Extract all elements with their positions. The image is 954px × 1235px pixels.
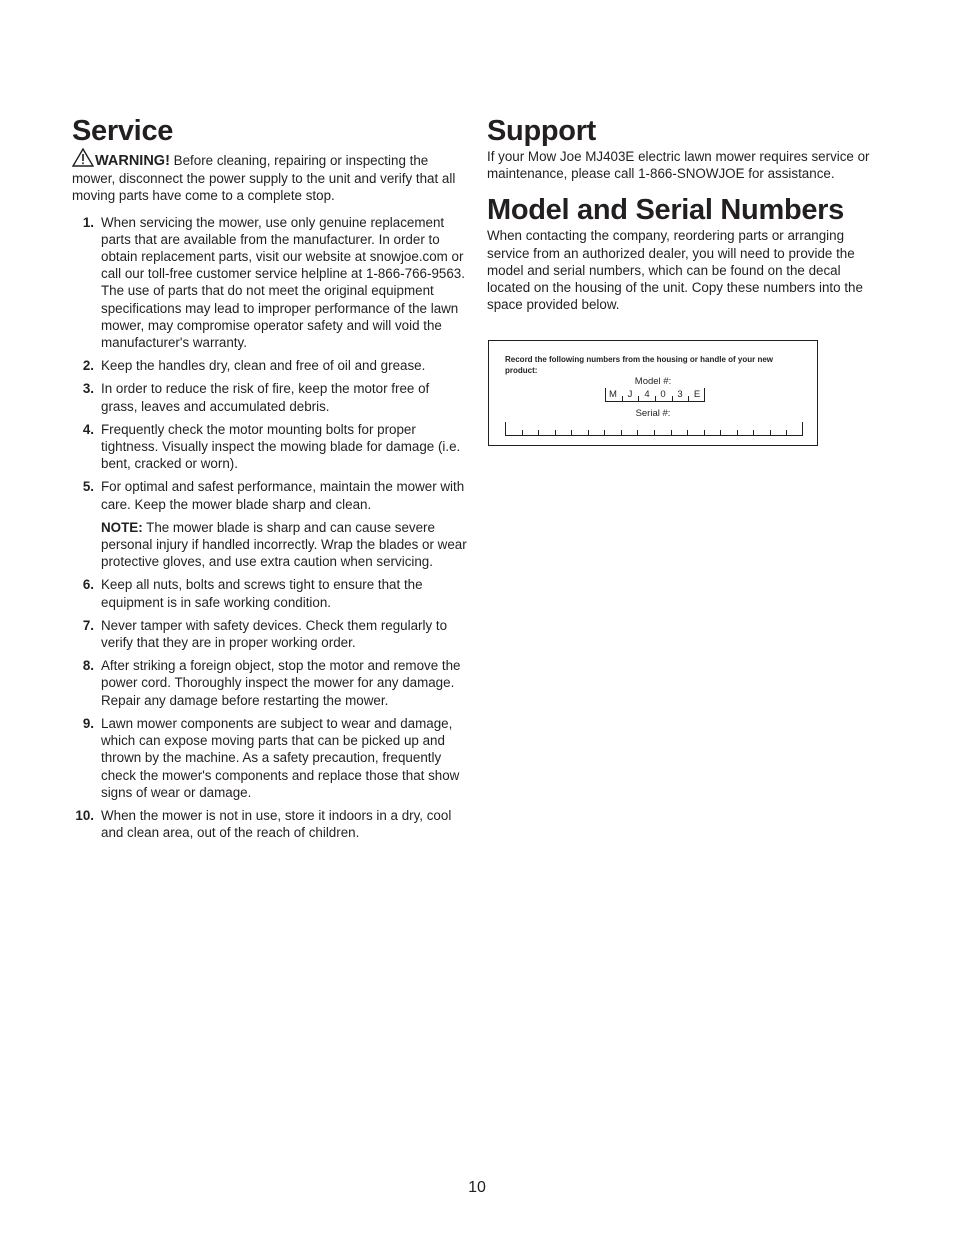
model-char: 0 [660,389,666,400]
model-char: 3 [677,389,683,400]
support-paragraph: If your Mow Joe MJ403E electric lawn mower requires service or maintenance, please call 1-866-SNOWJOE for assistance. [487,149,870,182]
model-slot-divider [704,388,705,402]
serial-slot-divider [571,430,572,436]
warning-triangle-icon [72,148,94,167]
list-item-text: Never tamper with safety devices. Check them regularly to verify that they are in proper working order. [101,617,448,651]
list-item [72,421,468,473]
list-item-text: Keep the handles dry, clean and free of oil and grease. [101,358,426,374]
list-item [72,576,468,610]
list-item-text: For optimal and safest performance, maintain the mower with care. Keep the mower blade sharp and clean. [101,479,465,512]
model-number-field [605,386,705,402]
list-item-number: 9. [82,715,94,731]
model-char: 4 [644,389,650,400]
serial-slot-divider [654,430,655,436]
note-label: NOTE: [101,519,143,535]
list-item [72,478,468,570]
note-text: The mower blade is sharp and can cause severe personal injury if handled incorrectly. Wrap the blades or wear protective gloves, and use extra caution when servicing. [101,519,467,570]
serial-slot-divider [555,430,556,436]
list-item-number: 3. [82,381,94,397]
service-section [72,114,468,847]
model-number-label: Model #: [634,376,672,387]
list-item-number: 7. [82,617,94,633]
warning-label: WARNING! [95,153,170,169]
list-item [72,380,468,414]
serial-slot-divider [786,430,787,436]
model-char: J [627,389,633,400]
model-slot-divider [638,396,639,402]
list-item-number: 5. [82,479,94,495]
support-heading: Support [487,115,597,147]
list-item-text: When the mower is not in use, store it indoors in a dry, cool and clean area, out of the reach of children. [101,807,452,841]
list-item-number: 1. [82,214,94,230]
record-instruction: Record the following numbers from the housing or handle of your new product: [505,355,774,375]
list-item [72,357,468,374]
warning-paragraph [72,148,468,205]
service-list [72,214,468,842]
serial-slot-divider [538,430,539,436]
serial-slot-divider [522,430,523,436]
list-item-text: When servicing the mower, use only genuine replacement parts that are available from the manufacturer. In order to obtain replacement parts, visit our website at snowjoe.com or call our toll-free customer service helpline at 1-866-766-9563. The use of parts that do not meet the original equipment specifications may lead to improper performance of the lawn mower, may compromise operator safety and will void the manufacturer's warranty. [101,214,465,351]
support-section [487,114,879,313]
serial-slot-divider [637,430,638,436]
serial-slot-divider [671,430,672,436]
list-item [72,715,468,801]
serial-slot-divider [621,430,622,436]
page-number: 10 [468,1179,486,1196]
list-item-number: 4. [82,421,94,437]
serial-slot-divider [604,430,605,436]
model-slot-divider [688,396,689,402]
list-item-text: In order to reduce the risk of fire, keep the motor free of grass, leaves and accumulated debris. [101,381,430,414]
serial-slot-divider [720,430,721,436]
serial-slot-divider [802,422,803,436]
serial-slot-divider [737,430,738,436]
list-item [72,807,468,841]
serial-slot-divider [588,430,589,436]
serial-number-label: Serial #: [635,408,671,419]
serial-slot-divider [687,430,688,436]
list-item-text: After striking a foreign object, stop the motor and remove the power cord. Thoroughly inspect the mower for any damage. Repair any damage before restarting the mower. [101,658,461,708]
serial-slot-divider [770,430,771,436]
list-item-text: Frequently check the motor mounting bolts for proper tightness. Visually inspect the mowing blade for damage (i.e. bent, cracked or worn). [101,421,461,472]
model-char: E [693,389,701,400]
serial-slot-divider [704,430,705,436]
list-item [72,617,468,651]
list-item-number: 10. [75,807,94,823]
model-char: M [609,389,617,400]
serial-number-field[interactable] [505,421,803,436]
list-item-number: 6. [82,577,94,593]
list-item-number: 8. [82,658,94,674]
serial-slot-divider [753,430,754,436]
model-serial-heading: Model and Serial Numbers [487,194,844,227]
list-item-number: 2. [82,358,94,374]
warning-text: Before cleaning, repairing or inspecting the mower, disconnect the power supply to the unit and verify that all moving parts have come to a complete stop. [72,153,456,204]
note-paragraph [101,519,468,571]
list-item-text: Lawn mower components are subject to wear and damage, which can expose moving parts that can be picked up and thrown by the machine. As a safety precaution, frequently check the mower's components and replace those that show signs of wear or damage. [101,715,460,800]
model-serial-paragraph: When contacting the company, reordering parts or arranging service from an authorized dealer, you will need to provide the model and serial numbers, which can be found on the decal located on the housing of the unit. Copy these numbers into the space provided below. [487,228,863,313]
service-heading: Service [72,115,174,147]
list-item [72,657,468,709]
list-item [72,214,468,352]
serial-slot-divider [505,422,506,436]
list-item-text: Keep all nuts, bolts and screws tight to ensure that the equipment is in safe working condition. [101,577,423,610]
record-box [488,340,818,446]
